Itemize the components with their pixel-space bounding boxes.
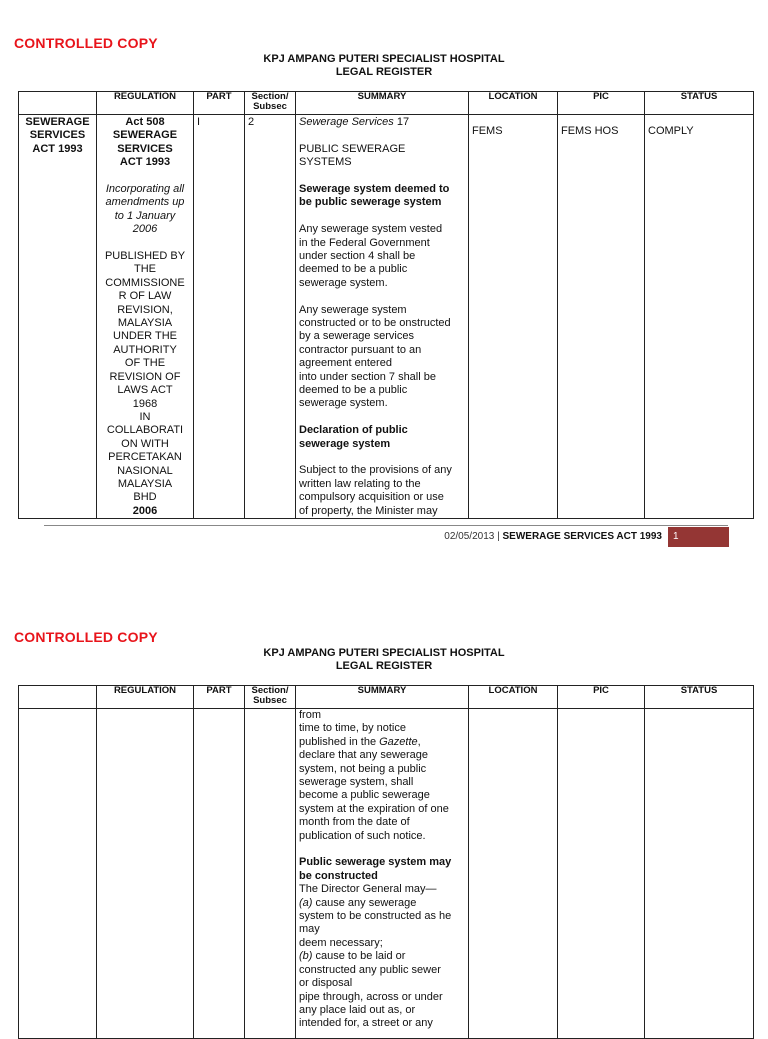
summary-heading: be public sewerage system — [299, 196, 442, 209]
regulation-year: 2006 — [132, 504, 158, 517]
summary-cell — [296, 709, 469, 1039]
footer-doc-title: SEWERAGE SERVICES ACT 1993 — [502, 531, 662, 542]
regulation-line: amendments up — [105, 196, 185, 209]
gazette-word: Gazette — [379, 735, 418, 748]
summary-line: PUBLIC SEWERAGE — [299, 142, 406, 155]
footer-separator: | — [494, 531, 503, 542]
summary-line: by a sewerage services — [299, 330, 414, 343]
summary-line: under section 4 shall be — [299, 250, 416, 263]
column-header-location: LOCATION — [469, 686, 558, 709]
summary-line: publication of such notice. — [299, 829, 426, 842]
summary-line: agreement entered — [299, 357, 392, 370]
regulation-line: LAWS ACT — [117, 384, 173, 397]
section-header-line2: Subsec — [253, 695, 287, 706]
page-2 — [0, 594, 768, 1030]
regulation-line: ACT 1993 — [119, 156, 171, 169]
controlled-copy-label: CONTROLLED COPY — [14, 35, 158, 51]
regulation-line: MALAYSIA — [117, 477, 173, 490]
summary-line: system to be constructed as he — [299, 910, 452, 923]
summary-line: in the Federal Government — [299, 236, 430, 249]
column-header-location: LOCATION — [469, 92, 558, 115]
column-header-blank — [19, 92, 97, 115]
summary-cell — [296, 115, 469, 519]
summary-header-number: 17 — [393, 116, 410, 128]
summary-line: Any sewerage system — [299, 303, 407, 316]
regulation-line: PERCETAKAN — [108, 451, 182, 464]
regulation-line: IN — [139, 410, 151, 423]
hospital-name: KPJ AMPANG PUTERI SPECIALIST HOSPITAL — [263, 53, 505, 65]
summary-line — [299, 897, 465, 910]
regulation-line: SERVICES — [117, 142, 173, 155]
pic-cell — [558, 709, 645, 1039]
regulation-line: Incorporating all — [105, 183, 185, 196]
section-cell — [245, 709, 296, 1039]
act-title-cell — [19, 115, 97, 519]
summary-line: any place laid out as, or — [299, 1003, 416, 1016]
regulation-line: to 1 January — [114, 209, 176, 222]
column-header-summary: SUMMARY — [296, 92, 469, 115]
register-title: LEGAL REGISTER — [335, 66, 433, 78]
column-header-regulation: REGULATION — [97, 686, 194, 709]
section-header-line1: Section/ — [251, 91, 289, 102]
summary-line: sewerage system. — [299, 276, 388, 289]
table-header-row — [19, 686, 754, 709]
regulation-line: R OF LAW — [118, 290, 172, 303]
part-cell — [194, 709, 245, 1039]
pic-cell: FEMS HOS — [558, 115, 645, 519]
summary-line: deemed to be a public — [299, 263, 408, 276]
summary-line: intended for, a street or any — [299, 1017, 433, 1030]
summary-line: Subject to the provisions of any — [299, 464, 452, 477]
regulation-line: ON WITH — [121, 437, 169, 450]
legal-register-table — [18, 91, 754, 519]
controlled-copy-label: CONTROLLED COPY — [14, 629, 158, 645]
column-header-section — [245, 92, 296, 115]
regulation-line: UNDER THE — [113, 330, 177, 343]
summary-line: from — [299, 709, 321, 721]
item-a-text: cause any sewerage — [312, 896, 417, 909]
act-title-line: SERVICES — [29, 129, 86, 142]
location-cell — [469, 709, 558, 1039]
regulation-line: Act 508 — [125, 116, 165, 128]
summary-line: become a public sewerage — [299, 789, 430, 802]
act-title-line: SEWERAGE — [25, 116, 90, 128]
summary-line: into under section 7 shall be — [299, 370, 436, 383]
summary-line: sewerage system, shall — [299, 776, 414, 789]
summary-line: Any sewerage system vested — [299, 223, 443, 236]
regulation-line: PUBLISHED BY — [104, 250, 186, 263]
page-number-text: 1 — [673, 531, 679, 542]
regulation-line: BHD — [133, 491, 157, 504]
column-header-status: STATUS — [645, 686, 754, 709]
regulation-cell — [97, 115, 194, 519]
location-cell: FEMS — [469, 115, 558, 519]
column-header-pic: PIC — [558, 92, 645, 115]
summary-line: pipe through, across or under — [299, 990, 443, 1003]
summary-header — [299, 116, 465, 129]
hospital-name: KPJ AMPANG PUTERI SPECIALIST HOSPITAL — [263, 647, 505, 659]
summary-line: written law relating to the — [299, 477, 421, 490]
act-title-line: ACT 1993 — [32, 142, 83, 155]
footer-page-number — [668, 527, 729, 547]
table-header-row — [19, 92, 754, 115]
act-title-cell — [19, 709, 97, 1039]
summary-heading: sewerage system — [299, 437, 391, 450]
column-header-part: PART — [194, 92, 245, 115]
summary-line: of property, the Minister may — [299, 504, 438, 517]
part-cell: I — [194, 115, 245, 519]
summary-line: month from the date of — [299, 816, 410, 829]
summary-line: SYSTEMS — [299, 156, 352, 169]
gazette-prefix: published in the — [299, 735, 380, 748]
regulation-line: 1968 — [132, 397, 158, 410]
regulation-line: COMMISSIONE — [105, 276, 185, 289]
item-a-label: (a) — [299, 896, 313, 909]
regulation-line: REVISION OF — [109, 370, 181, 383]
summary-heading: be constructed — [299, 869, 378, 882]
summary-line: may — [299, 923, 320, 936]
column-header-regulation: REGULATION — [97, 92, 194, 115]
column-header-summary: SUMMARY — [296, 686, 469, 709]
section-cell: 2 — [245, 115, 296, 519]
summary-heading: Declaration of public — [299, 424, 408, 437]
regulation-cell — [97, 709, 194, 1039]
section-header-line1: Section/ — [251, 685, 289, 696]
column-header-status: STATUS — [645, 92, 754, 115]
column-header-section — [245, 686, 296, 709]
column-header-part: PART — [194, 686, 245, 709]
summary-line — [299, 736, 465, 749]
status-cell: COMPLY — [645, 115, 754, 519]
regulation-line: 2006 — [132, 223, 158, 236]
footer-date: 02/05/2013 — [444, 531, 495, 542]
summary-heading: Public sewerage system may — [299, 856, 452, 869]
summary-line: The Director General may— — [299, 883, 437, 896]
summary-line: deemed to be a public — [299, 384, 408, 397]
item-b-text: cause to be laid or — [312, 950, 406, 963]
register-title: LEGAL REGISTER — [335, 660, 433, 672]
summary-line: constructed any public sewer — [299, 963, 441, 976]
summary-line: deem necessary; — [299, 936, 383, 949]
table-row — [19, 115, 754, 519]
summary-header-title: Sewerage Services — [299, 116, 394, 128]
legal-register-table — [18, 685, 754, 1039]
summary-line: compulsory acquisition or use — [299, 491, 444, 504]
summary-line: system at the expiration of one — [299, 802, 449, 815]
regulation-line: OF THE — [124, 357, 166, 370]
section-header-line2: Subsec — [253, 101, 287, 112]
summary-line: constructed or to be onstructed — [299, 317, 451, 330]
item-b-label: (b) — [299, 950, 313, 963]
summary-line: or disposal — [299, 977, 353, 990]
summary-line — [299, 950, 465, 963]
status-cell — [645, 709, 754, 1039]
summary-line: sewerage system. — [299, 397, 388, 410]
regulation-line: SEWERAGE — [112, 129, 178, 142]
footer-rule — [44, 525, 728, 526]
gazette-suffix: , — [417, 735, 421, 748]
table-row — [19, 709, 754, 1039]
summary-line: time to time, by notice — [299, 722, 406, 735]
column-header-pic: PIC — [558, 686, 645, 709]
regulation-line: THE — [134, 263, 156, 276]
regulation-line: COLLABORATI — [106, 424, 184, 437]
column-header-blank — [19, 686, 97, 709]
summary-line: declare that any sewerage — [299, 749, 429, 762]
regulation-line: AUTHORITY — [113, 343, 177, 356]
regulation-line: REVISION, — [117, 303, 173, 316]
summary-line: contractor pursuant to an — [299, 343, 422, 356]
regulation-line: MALAYSIA — [117, 317, 173, 330]
regulation-line: NASIONAL — [117, 464, 173, 477]
footer-text — [444, 531, 662, 542]
summary-heading: Sewerage system deemed to — [299, 183, 450, 195]
summary-line: system, not being a public — [299, 762, 427, 775]
